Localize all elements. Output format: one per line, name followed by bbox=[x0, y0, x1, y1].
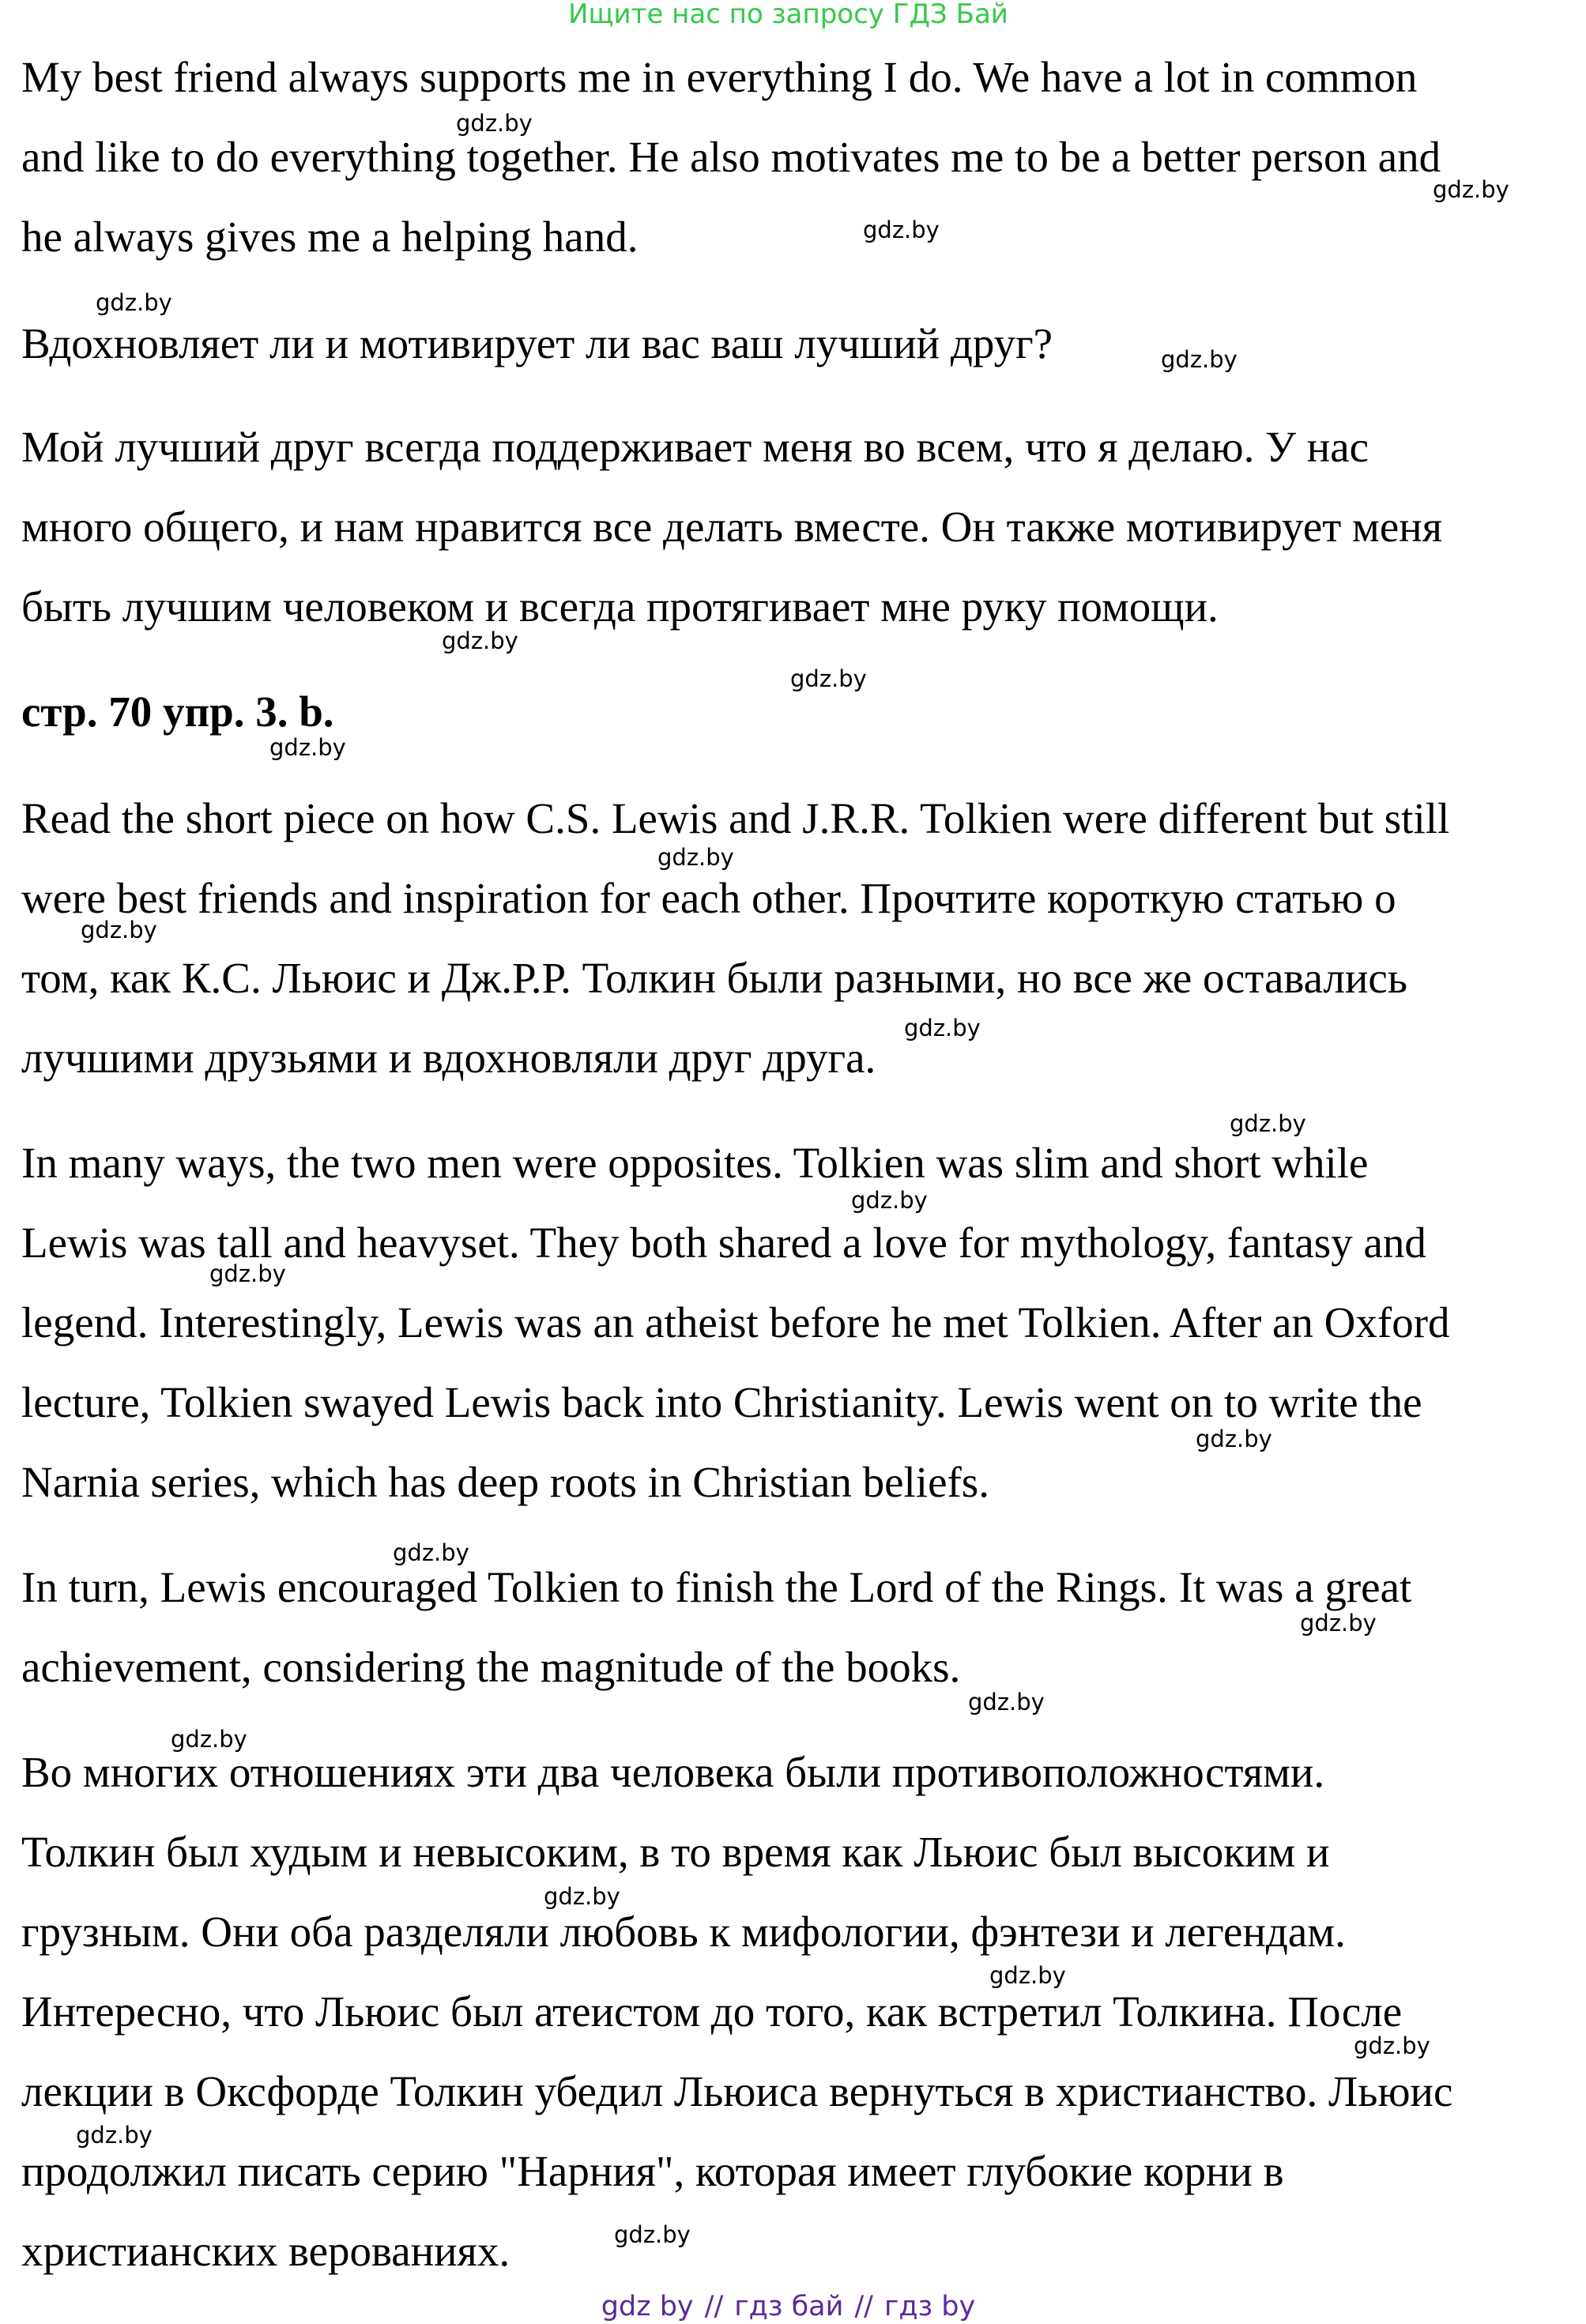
paragraph-line: много общего, и нам нравится все делать вместе. Он также мотивирует меня bbox=[21, 503, 1443, 551]
footer-separator: // bbox=[854, 2291, 873, 2322]
paragraph-line: том, как К.С. Льюис и Дж.Р.Р. Толкин были разными, но все же оставались bbox=[21, 954, 1407, 1002]
paragraph-line: Narnia series, which has deep roots in Christian beliefs. bbox=[21, 1458, 989, 1506]
watermark: gdz.by bbox=[96, 289, 172, 316]
section-heading: стр. 70 упр. 3. b. bbox=[21, 687, 334, 736]
paragraph-line: Lewis was tall and heavyset. They both shared a love for mythology, fantasy and bbox=[21, 1218, 1426, 1267]
paragraph-line: My best friend always supports me in everything I do. We have a lot in common bbox=[21, 53, 1418, 101]
footer-link-gdz-by[interactable]: gdz by bbox=[601, 2291, 694, 2322]
watermark: gdz.by bbox=[851, 1187, 928, 1214]
footer-separator: // bbox=[704, 2291, 724, 2322]
paragraph-line: быть лучшим человеком и всегда протягивает мне руку помощи. bbox=[21, 582, 1219, 631]
watermark: gdz.by bbox=[544, 1883, 620, 1910]
watermark: gdz.by bbox=[456, 110, 533, 137]
paragraph-line: Интересно, что Льюис был атеистом до того, как встретил Толкина. После bbox=[21, 1987, 1403, 2036]
header-banner[interactable]: Ищите нас по запросу ГДЗ Бай bbox=[568, 0, 1008, 30]
watermark: gdz.by bbox=[657, 844, 734, 871]
paragraph-line: lecture, Tolkien swayed Lewis back into Christianity. Lewis went on to write the bbox=[21, 1378, 1422, 1426]
footer-links bbox=[0, 2291, 1581, 2322]
paragraph-line: Read the short piece on how C.S. Lewis and J.R.R. Tolkien were different but still bbox=[21, 794, 1450, 842]
paragraph-line: Толкин был худым и невысоким, в то время как Льюис был высоким и bbox=[21, 1828, 1330, 1876]
watermark: gdz.by bbox=[1433, 176, 1509, 203]
paragraph-line: грузным. Они оба разделяли любовь к мифологии, фэнтези и легендам. bbox=[21, 1908, 1346, 1956]
watermark: gdz.by bbox=[269, 734, 346, 761]
paragraph-line: he always gives me a helping hand. bbox=[21, 213, 639, 261]
watermark: gdz.by bbox=[209, 1260, 286, 1287]
watermark: gdz.by bbox=[76, 2122, 153, 2149]
question-line: Вдохновляет ли и мотивирует ли вас ваш лучший друг? bbox=[21, 319, 1053, 367]
watermark: gdz.by bbox=[1300, 1610, 1377, 1637]
watermark: gdz.by bbox=[614, 2221, 691, 2248]
watermark: gdz.by bbox=[81, 917, 157, 944]
paragraph-line: were best friends and inspiration for each other. Прочтите короткую статью о bbox=[21, 874, 1396, 922]
paragraph-line: лекции в Оксфорде Толкин убедил Льюиса вернуться в христианство. Льюис bbox=[21, 2067, 1453, 2115]
footer-link-gdz-by-cyr[interactable]: гдз by bbox=[883, 2291, 976, 2322]
paragraph-line: Во многих отношениях эти два человека были противоположностями. bbox=[21, 1748, 1325, 1796]
paragraph-line: achievement, considering the magnitude of the books. bbox=[21, 1643, 961, 1691]
paragraph-line: лучшими друзьями и вдохновляли друг друга. bbox=[21, 1034, 876, 1082]
watermark: gdz.by bbox=[1354, 2032, 1430, 2059]
paragraph-line: продолжил писать серию "Нарния", которая имеет глубокие корни в bbox=[21, 2147, 1284, 2195]
watermark: gdz.by bbox=[968, 1689, 1045, 1716]
watermark: gdz.by bbox=[393, 1539, 469, 1566]
watermark: gdz.by bbox=[1196, 1426, 1272, 1452]
paragraph-line: In many ways, the two men were opposites. Tolkien was slim and short while bbox=[21, 1139, 1369, 1187]
watermark: gdz.by bbox=[442, 627, 518, 654]
paragraph-line: Мой лучший друг всегда поддерживает меня во всем, что я делаю. У нас bbox=[21, 423, 1369, 471]
watermark: gdz.by bbox=[989, 1962, 1066, 1989]
watermark: gdz.by bbox=[904, 1015, 981, 1041]
watermark: gdz.by bbox=[1230, 1110, 1306, 1137]
paragraph-line: In turn, Lewis encouraged Tolkien to finish the Lord of the Rings. It was a great bbox=[21, 1563, 1412, 1611]
watermark: gdz.by bbox=[863, 217, 940, 243]
watermark: gdz.by bbox=[171, 1726, 247, 1753]
paragraph-line: христианских верованиях. bbox=[21, 2227, 510, 2275]
paragraph-line: and like to do everything together. He also motivates me to be a better person and bbox=[21, 133, 1441, 181]
watermark: gdz.by bbox=[790, 665, 867, 692]
watermark: gdz.by bbox=[1161, 346, 1238, 373]
footer-link-gdz-bai[interactable]: гдз бай bbox=[734, 2291, 844, 2322]
paragraph-line: legend. Interestingly, Lewis was an atheist before he met Tolkien. After an Oxford bbox=[21, 1298, 1450, 1347]
